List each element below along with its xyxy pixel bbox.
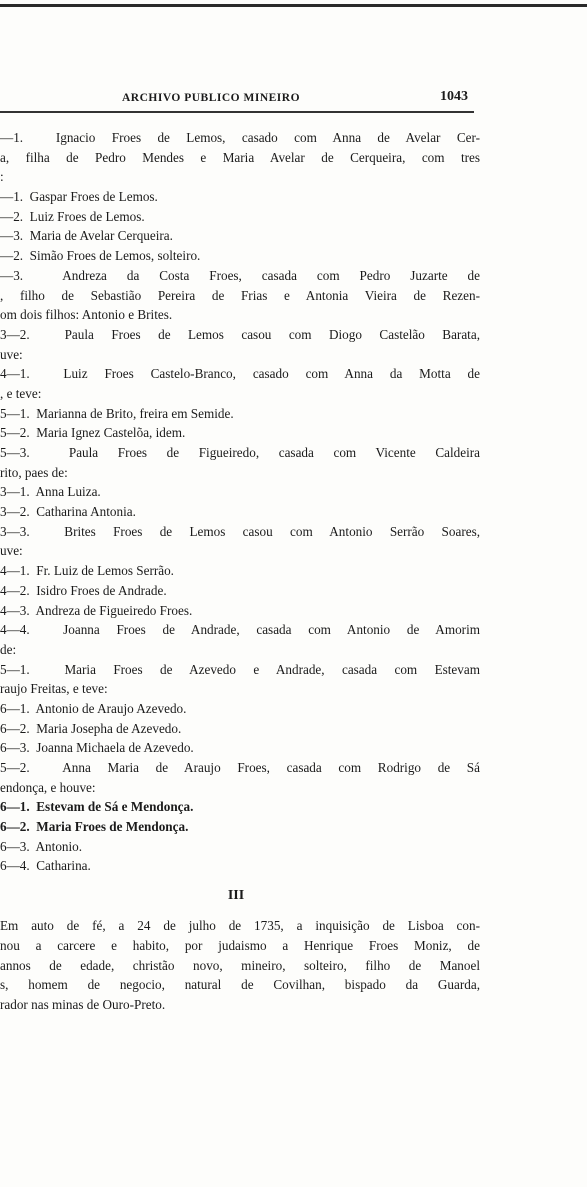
text-line: Em auto de fé, a 24 de julho de 1735, a inquisição de Lisboa con- bbox=[0, 918, 480, 934]
text-line: —2. Luiz Froes de Lemos. bbox=[0, 208, 145, 224]
text-line: 6—3. Antonio. bbox=[0, 838, 83, 854]
text-line: 6—2. Maria Froes de Mendonça. bbox=[0, 819, 189, 835]
header-rule bbox=[0, 111, 474, 113]
text-line: 6—1. Antonio de Araujo Azevedo. bbox=[0, 700, 187, 716]
page-body bbox=[0, 128, 587, 1015]
page-number: 1043 bbox=[440, 89, 468, 104]
text-line: : bbox=[0, 169, 4, 185]
text-line: 4—1. Luiz Froes Castelo-Branco, casado com Anna da Motta de bbox=[0, 366, 480, 382]
text-line: 6—3. Joanna Michaela de Azevedo. bbox=[0, 740, 194, 756]
text-line: 5—3. Paula Froes de Figueiredo, casada com Vicente Caldeira bbox=[0, 445, 480, 460]
text-line: 3—2. Paula Froes de Lemos casou com Diogo Castelão Barata, bbox=[0, 326, 480, 342]
text-line: 4—1. Fr. Luiz de Lemos Serrão. bbox=[0, 563, 174, 579]
text-line: om dois filhos: Antonio e Brites. bbox=[0, 307, 173, 323]
text-line: de: bbox=[0, 641, 17, 657]
text-line: , filho de Sebastião Pereira de Frias e Antonia Vieira de Rezen- bbox=[0, 287, 480, 303]
text-line: 5—1. Marianna de Brito, freira em Semide. bbox=[0, 405, 234, 421]
text-line: 5—1. Maria Froes de Azevedo e Andrade, casada com Estevam bbox=[0, 661, 480, 677]
text-line: 5—2. Maria Ignez Castelõa, idem. bbox=[0, 425, 186, 441]
top-edge-rule bbox=[0, 4, 587, 7]
text-line: —2. Simão Froes de Lemos, solteiro. bbox=[0, 248, 201, 264]
text-line: 3—2. Catharina Antonia. bbox=[0, 504, 136, 520]
text-line: 4—3. Andreza de Figueiredo Froes. bbox=[0, 602, 193, 618]
text-line: 3—1. Anna Luiza. bbox=[0, 484, 101, 500]
text-line: nou a carcere e habito, por judaismo a Henrique Froes Moniz, de bbox=[0, 937, 480, 953]
text-line: —3. Maria de Avelar Cerqueira. bbox=[0, 228, 173, 244]
text-line: 5—2. Anna Maria de Araujo Froes, casada com Rodrigo de Sá bbox=[0, 760, 480, 775]
running-title: ARCHIVO PUBLICO MINEIRO bbox=[122, 92, 301, 104]
text-line: —1. Ignacio Froes de Lemos, casado com Anna de Avelar Cer- bbox=[0, 130, 480, 145]
text-line: —3. Andreza da Costa Froes, casada com Pedro Juzarte de bbox=[0, 267, 480, 283]
text-line: 4—4. Joanna Froes de Andrade, casada com Antonio de Amorim bbox=[0, 622, 480, 638]
text-line: a, filha de Pedro Mendes e Maria Avelar de Cerqueira, com tres bbox=[0, 149, 480, 165]
text-line: 3—3. Brites Froes de Lemos casou com Antonio Serrão Soares, bbox=[0, 523, 480, 539]
text-line: 4—2. Isidro Froes de Andrade. bbox=[0, 582, 167, 598]
text-line: endonça, e houve: bbox=[0, 779, 96, 795]
text-line: 6—1. Estevam de Sá e Mendonça. bbox=[0, 799, 194, 815]
text-line: rito, paes de: bbox=[0, 464, 68, 480]
text-line: s, homem de negocio, natural de Covilhan, bispado da Guarda, bbox=[0, 977, 480, 993]
inquisition-paragraph bbox=[0, 916, 587, 1014]
section-number: III bbox=[227, 888, 245, 904]
text-line: 6—4. Catharina. bbox=[0, 858, 91, 874]
text-line: raujo Freitas, e teve: bbox=[0, 681, 108, 697]
text-line: rador nas minas de Ouro-Preto. bbox=[0, 996, 166, 1012]
page-header bbox=[0, 89, 587, 114]
text-line: annos de edade, christão novo, mineiro, solteiro, filho de Manoel bbox=[0, 957, 480, 973]
text-line: , e teve: bbox=[0, 385, 42, 401]
text-line: uve: bbox=[0, 543, 23, 559]
genealogy-list bbox=[0, 128, 587, 876]
text-line: uve: bbox=[0, 346, 23, 362]
text-line: 6—2. Maria Josepha de Azevedo. bbox=[0, 720, 182, 736]
text-line: —1. Gaspar Froes de Lemos. bbox=[0, 189, 158, 205]
